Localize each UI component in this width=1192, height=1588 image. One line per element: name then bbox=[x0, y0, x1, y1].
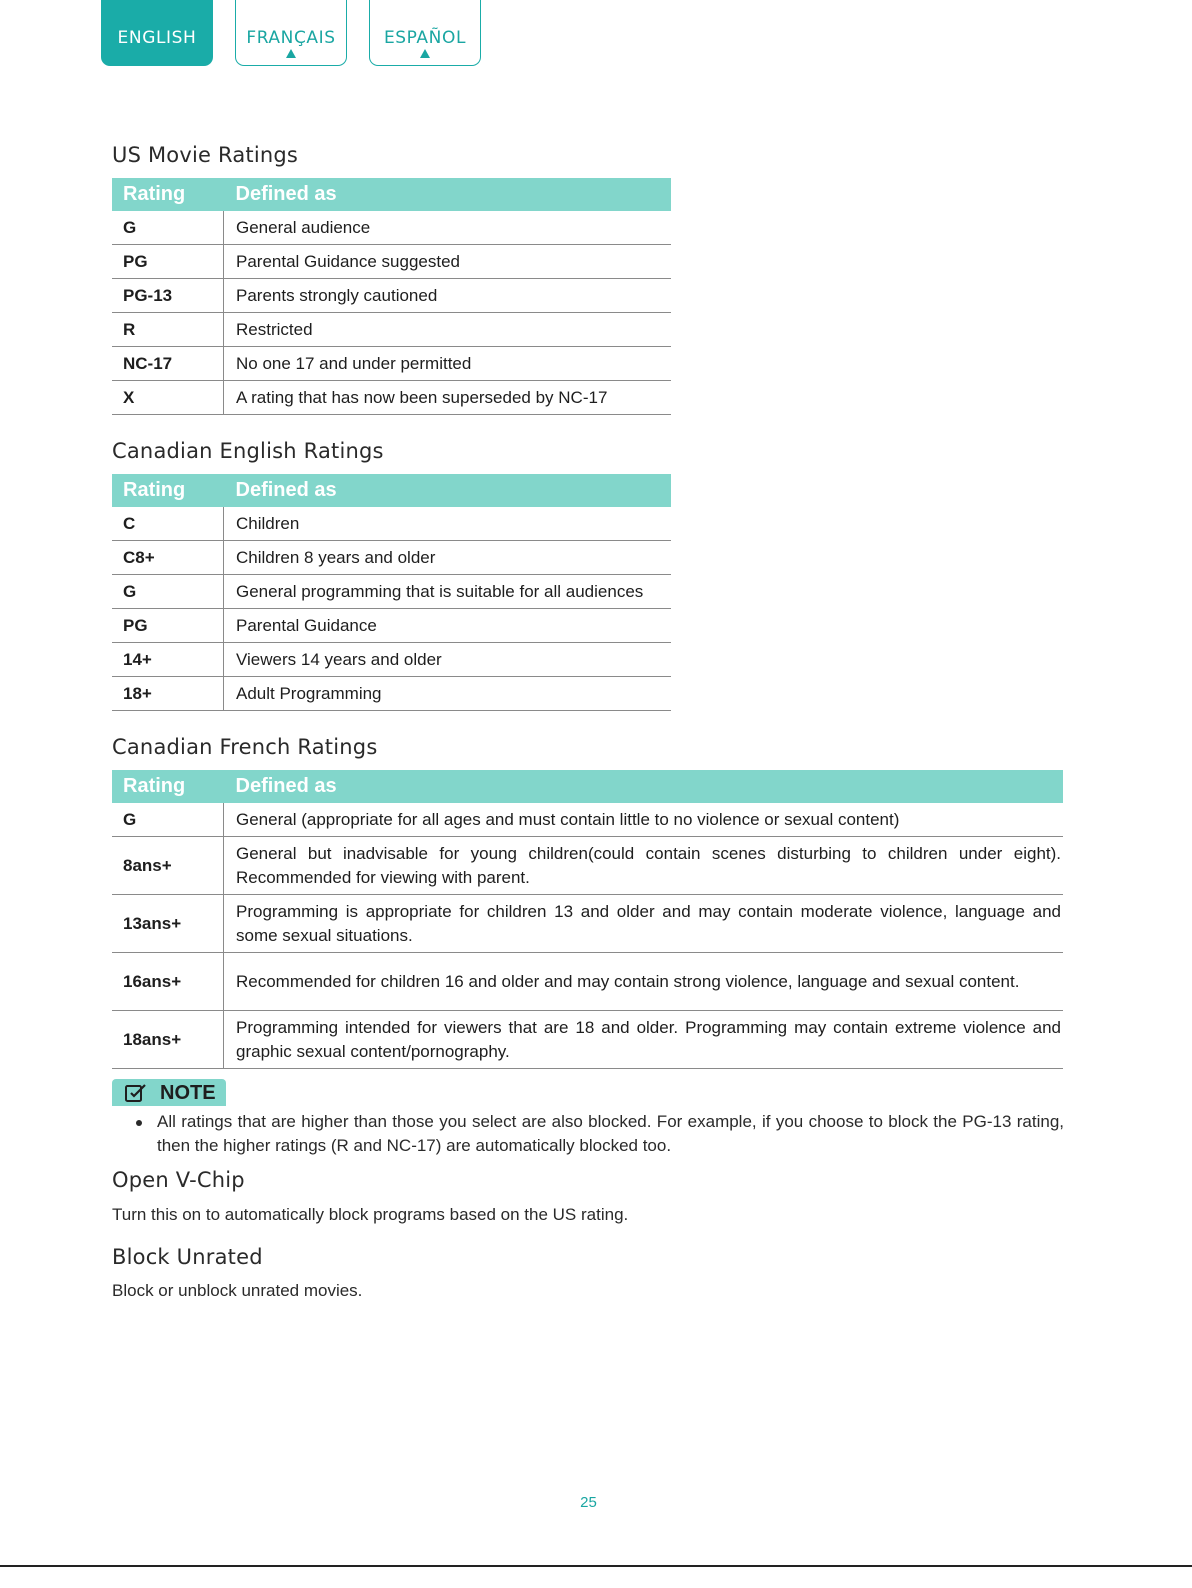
rating-definition: General programming that is suitable for all audiences bbox=[224, 575, 672, 609]
block-unrated-title: Block Unrated bbox=[112, 1245, 263, 1269]
rating-definition: Recommended for children 16 and older and may contain strong violence, language and sexual content. bbox=[224, 953, 1064, 1011]
tab-espanol-label: ESPAÑOL bbox=[383, 28, 467, 48]
rating-code: R bbox=[112, 313, 224, 347]
open-vchip-description: Turn this on to automatically block programs based on the US rating. bbox=[112, 1205, 629, 1224]
rating-definition: Restricted bbox=[224, 313, 672, 347]
table-header-row bbox=[112, 178, 671, 211]
table-row bbox=[112, 211, 671, 245]
bottom-rule bbox=[0, 1565, 1192, 1567]
rating-code: PG bbox=[112, 609, 224, 643]
rating-definition: General but inadvisable for young children(could contain scenes disturbing to children under eight). Recommended for viewing with parent. bbox=[224, 837, 1064, 895]
table-row bbox=[112, 313, 671, 347]
rating-code: 14+ bbox=[112, 643, 224, 677]
table-row bbox=[112, 803, 1063, 837]
tab-francais-label: FRANÇAIS bbox=[246, 28, 336, 48]
rating-code: 16ans+ bbox=[112, 953, 224, 1011]
rating-definition: Viewers 14 years and older bbox=[224, 643, 672, 677]
note-list bbox=[134, 1110, 1064, 1158]
rating-code: 18+ bbox=[112, 677, 224, 711]
canadian-french-ratings-table bbox=[112, 770, 1063, 1069]
rating-column-header: Rating bbox=[112, 178, 224, 211]
table-row bbox=[112, 1011, 1063, 1069]
table-row bbox=[112, 347, 671, 381]
rating-code: 8ans+ bbox=[112, 837, 224, 895]
note-badge bbox=[112, 1079, 226, 1106]
note-item: All ratings that are higher than those you select are also blocked. For example, if you choose to block the PG-13 rating, then the higher ratings (R and NC-17) are automatically blocked too. bbox=[134, 1110, 1064, 1158]
table-row bbox=[112, 279, 671, 313]
table-row bbox=[112, 541, 671, 575]
rating-definition: Parental Guidance suggested bbox=[224, 245, 672, 279]
table-row bbox=[112, 381, 671, 415]
rating-code: X bbox=[112, 381, 224, 415]
rating-definition: A rating that has now been superseded by NC-17 bbox=[224, 381, 672, 415]
us-movie-ratings-table bbox=[112, 178, 671, 415]
tab-francais[interactable] bbox=[235, 0, 347, 66]
canadian-french-ratings-title: Canadian French Ratings bbox=[112, 735, 378, 759]
rating-definition: Children 8 years and older bbox=[224, 541, 672, 575]
canadian-english-ratings-table bbox=[112, 474, 671, 711]
canadian-english-ratings-title: Canadian English Ratings bbox=[112, 439, 384, 463]
rating-definition: General (appropriate for all ages and must contain little to no violence or sexual content) bbox=[224, 803, 1064, 837]
table-row bbox=[112, 609, 671, 643]
rating-code: NC-17 bbox=[112, 347, 224, 381]
table-row bbox=[112, 895, 1063, 953]
rating-definition: Adult Programming bbox=[224, 677, 672, 711]
us-movie-ratings-title: US Movie Ratings bbox=[112, 143, 299, 167]
rating-definition: Children bbox=[224, 507, 672, 541]
table-row bbox=[112, 507, 671, 541]
caret-up-icon bbox=[420, 49, 430, 58]
rating-code: C bbox=[112, 507, 224, 541]
rating-definition: Parental Guidance bbox=[224, 609, 672, 643]
block-unrated-description: Block or unblock unrated movies. bbox=[112, 1281, 363, 1300]
table-row bbox=[112, 575, 671, 609]
rating-code: 18ans+ bbox=[112, 1011, 224, 1069]
note-label: NOTE bbox=[160, 1082, 216, 1104]
tab-english-label: ENGLISH bbox=[117, 28, 197, 48]
defined-as-column-header: Defined as bbox=[224, 770, 1064, 803]
table-row bbox=[112, 245, 671, 279]
page-number: 25 bbox=[580, 1494, 597, 1511]
rating-code: C8+ bbox=[112, 541, 224, 575]
table-header-row bbox=[112, 770, 1063, 803]
tab-english[interactable] bbox=[101, 0, 213, 66]
defined-as-column-header: Defined as bbox=[224, 178, 672, 211]
rating-definition: Parents strongly cautioned bbox=[224, 279, 672, 313]
note-edit-icon bbox=[125, 1083, 147, 1103]
rating-definition: No one 17 and under permitted bbox=[224, 347, 672, 381]
rating-code: 13ans+ bbox=[112, 895, 224, 953]
rating-definition: General audience bbox=[224, 211, 672, 245]
rating-code: G bbox=[112, 803, 224, 837]
rating-code: PG bbox=[112, 245, 224, 279]
table-row bbox=[112, 953, 1063, 1011]
rating-code: PG-13 bbox=[112, 279, 224, 313]
table-row bbox=[112, 643, 671, 677]
rating-code: G bbox=[112, 211, 224, 245]
table-row bbox=[112, 837, 1063, 895]
rating-definition: Programming intended for viewers that are 18 and older. Programming may contain extreme violence and graphic sexual content/pornography. bbox=[224, 1011, 1064, 1069]
defined-as-column-header: Defined as bbox=[224, 474, 672, 507]
table-row bbox=[112, 677, 671, 711]
rating-code: G bbox=[112, 575, 224, 609]
rating-definition: Programming is appropriate for children 13 and older and may contain moderate violence, language and some sexual situations. bbox=[224, 895, 1064, 953]
caret-up-icon bbox=[286, 49, 296, 58]
rating-column-header: Rating bbox=[112, 770, 224, 803]
open-vchip-title: Open V-Chip bbox=[112, 1168, 245, 1192]
rating-column-header: Rating bbox=[112, 474, 224, 507]
table-header-row bbox=[112, 474, 671, 507]
tab-espanol[interactable] bbox=[369, 0, 481, 66]
